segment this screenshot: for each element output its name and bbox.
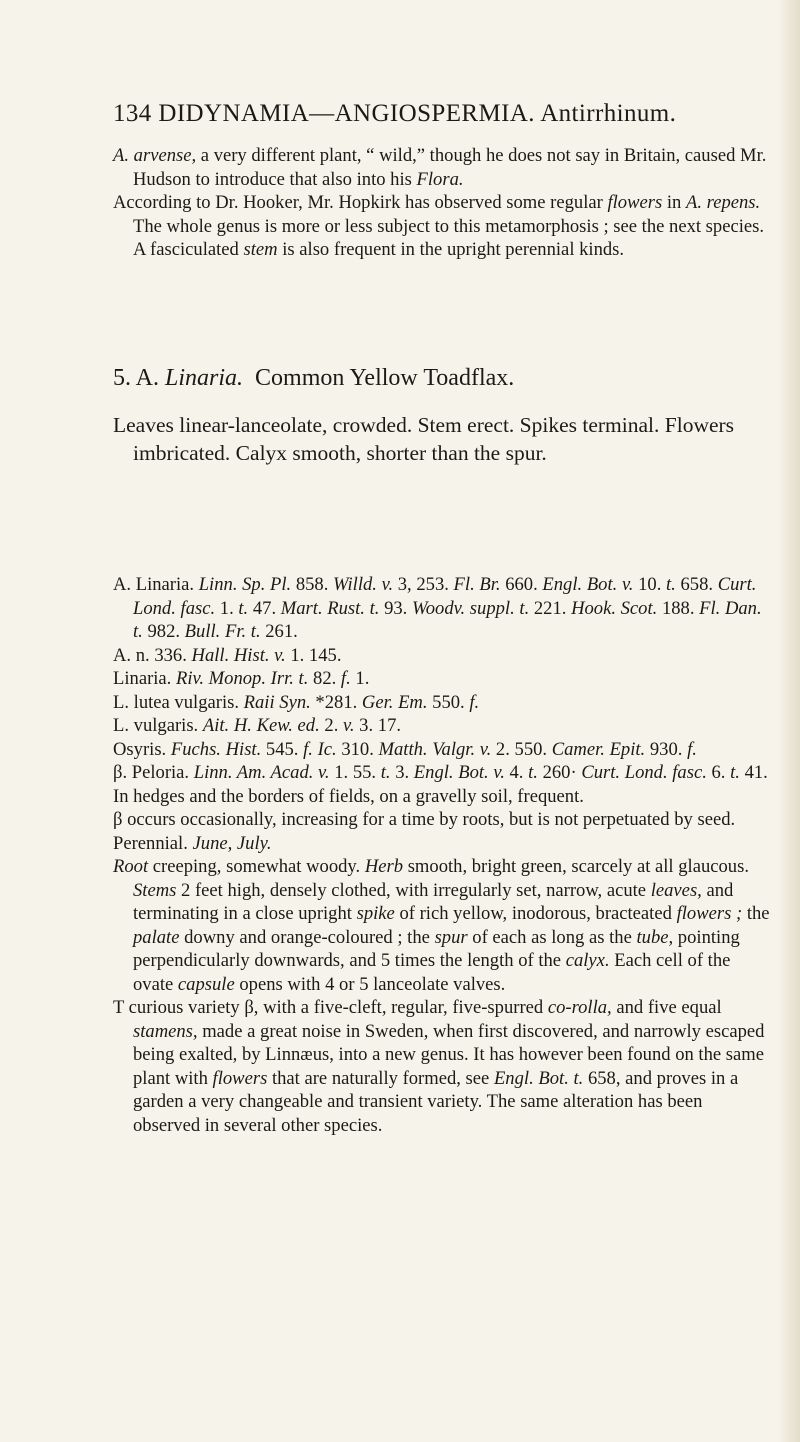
text: Osyris. (113, 738, 171, 760)
text: 47. (248, 597, 281, 619)
species-repens: A. repens. (686, 192, 761, 213)
synonym-entry (113, 761, 773, 785)
term: stem (243, 239, 278, 260)
ref: Riv. Monop. Irr. t. (175, 668, 309, 689)
text: 260· (537, 762, 582, 783)
text: 550. (427, 691, 470, 713)
ref: Hook. Scot. (571, 597, 658, 619)
ref: t. (528, 762, 538, 783)
text: β. Peloria. (113, 762, 194, 783)
text: 1. 55. (329, 762, 381, 783)
ref: Curt. Lond. fasc. (581, 762, 707, 783)
text: 41. (739, 762, 768, 783)
ref: f. (687, 738, 697, 760)
text: 93. (379, 597, 412, 619)
ref: Matth. Valgr. v. (378, 738, 492, 760)
text: 221. (529, 597, 572, 619)
page-number: 134 (113, 100, 152, 127)
term: flowers (607, 192, 663, 213)
term: Root (113, 856, 149, 877)
ref: f. (469, 691, 480, 713)
intro-text (113, 144, 773, 262)
text: A. Linaria. (113, 574, 195, 595)
text: that are naturally formed, see (267, 1067, 494, 1089)
text: 1. 145. (285, 644, 342, 666)
text: 982. (142, 621, 185, 642)
text: L. lutea vulgaris. (113, 691, 244, 713)
term: spike (356, 903, 395, 924)
ref: Ic. (317, 738, 337, 760)
ref: Linn. Sp. Pl. (198, 574, 292, 595)
duration-note (113, 832, 773, 856)
ref: f. (340, 668, 351, 689)
text: 10. (633, 574, 667, 595)
text: 188. (657, 597, 700, 619)
species-arvense: A. arvense, (113, 145, 197, 166)
text: smooth, bright green, scarcely at all glaucous. (403, 856, 749, 877)
text: 858. (291, 574, 334, 595)
text: 1. (215, 597, 239, 619)
synonym-entry (113, 738, 773, 762)
text: The whole genus is more or less subject to this metamorphosis ; see the next species. A fasciculated (133, 215, 765, 260)
term: flowers (212, 1067, 268, 1089)
ref: t. (730, 762, 740, 783)
term: calyx. (565, 950, 610, 971)
ref: Fl. Br. (453, 574, 501, 595)
text: 930. (645, 738, 688, 760)
text: Linaria. (113, 668, 176, 689)
text: 6. (706, 762, 731, 783)
class-order: DIDYNAMIA—ANGIOSPERMIA. (158, 100, 535, 127)
text: A. n. 336. (113, 644, 192, 666)
synonym-entry (113, 644, 773, 668)
text: 658. (675, 574, 718, 595)
ref: v. (343, 715, 355, 736)
text: 1. (350, 668, 370, 689)
ref: Fl. Dan. t. (133, 597, 762, 642)
text: L. vulgaris. (113, 715, 203, 736)
ref: Ger. Em. (361, 691, 428, 713)
text: 4. (504, 762, 529, 783)
flowering-time: June, July. (192, 832, 272, 854)
ref: Engl. Bot. v. (542, 574, 634, 595)
text: downy and orange-coloured ; the (179, 926, 435, 948)
text: Each cell of the ovate (133, 950, 731, 995)
ref: Curt. Lond. fasc. (133, 574, 757, 619)
term: Stems (133, 879, 177, 901)
text: made a great noise in Sweden, when first discovered, and narrowly escaped being exalted, by Linnæus, into a new genus. It has however been found on the same plant with (133, 1020, 765, 1089)
beta-note: β occurs occasionally, increasing for a time by roots, but is not perpetuated by seed. (113, 809, 736, 830)
text: 3, 253. (393, 574, 454, 595)
ref: Linn. Am. Acad. v. (193, 762, 330, 783)
page-edge-shadow (778, 0, 800, 1442)
synonym-entry (113, 573, 773, 644)
text: 3. (390, 762, 414, 783)
term: co-rolla, (547, 997, 612, 1018)
ref: f. (303, 738, 313, 760)
text: 2 feet high, densely clothed, with irregularly set, narrow, acute (176, 879, 651, 901)
term: capsule (177, 973, 235, 995)
text: 3. 17. (354, 715, 402, 736)
synonym-entry (113, 714, 773, 738)
species-heading (113, 365, 514, 392)
paragraph-hooker (113, 191, 773, 262)
text: in (662, 192, 686, 213)
text: of rich yellow, inodorous, bracteated (394, 903, 677, 924)
synonym-entry (113, 667, 773, 691)
species-diagnosis: Leaves linear-lanceolate, crowded. Stem erect. Spikes terminal. Flowers imbricated. Calyx smooth, shorter than the spur. (113, 413, 735, 465)
ref: t. (666, 574, 676, 595)
text: 2. (319, 715, 343, 736)
ref: t. (238, 597, 249, 619)
text: pointing perpendicularly downwards, and 5 times the length of the (133, 926, 740, 971)
text: T curious variety β, with a five-cleft, regular, five-spurred (113, 997, 548, 1018)
text: of each as long as the (467, 926, 637, 948)
text: Perennial. (113, 832, 193, 854)
ref: Woodv. suppl. t. (411, 597, 530, 619)
ref: Ait. H. Kew. ed. (202, 715, 320, 736)
text: According to Dr. Hooker, Mr. Hopkirk has observed some regular (113, 192, 608, 213)
text: is also frequent in the upright perennial kinds. (277, 239, 625, 260)
paragraph-arvense (113, 144, 773, 191)
text: a very different plant, “ wild,” though he does not say in Britain, caused Mr. Hudson to introduce that also into his (133, 145, 767, 190)
term: spur (434, 926, 468, 948)
species-number: 5. A. (113, 365, 160, 391)
term: tube, (636, 926, 674, 948)
text: *281. (310, 691, 362, 713)
genus-name: Antirrhinum. (540, 100, 677, 127)
variety-paragraph (113, 996, 773, 1137)
text: 2. 550. (491, 738, 552, 760)
ref: Hall. Hist. v. (191, 644, 286, 666)
ref: Engl. Bot. v. (413, 762, 505, 783)
ref: Raii Syn. (243, 691, 311, 713)
common-name: Common Yellow Toadflax. (255, 365, 515, 391)
synonym-entry (113, 691, 773, 715)
term: leaves, (650, 879, 702, 901)
synonymy (113, 573, 773, 1137)
running-header (113, 100, 773, 128)
species-name: Linaria. (165, 365, 244, 391)
ref: Fuchs. Hist. (170, 738, 262, 760)
description-paragraph (113, 855, 773, 996)
text: and five equal (611, 997, 722, 1018)
term: stamens, (133, 1020, 198, 1042)
ref: Mart. Rust. t. (280, 597, 380, 619)
term: palate (133, 926, 180, 948)
text: 545. (261, 738, 304, 760)
text: opens with 4 or 5 lanceolate valves. (234, 973, 506, 995)
text: 310. (336, 738, 379, 760)
term: Herb (364, 856, 404, 877)
ref: Engl. Bot. t. (493, 1067, 584, 1089)
text: the (742, 903, 770, 924)
flora-ref: Flora. (416, 168, 464, 190)
ref: Bull. Fr. t. (184, 621, 261, 642)
ref: Camer. Epit. (551, 738, 646, 760)
habitat-note: In hedges and the borders of fields, on a gravelly soil, frequent. (113, 785, 584, 807)
text: and terminating in a close upright (133, 879, 734, 924)
text: creeping, somewhat woody. (148, 856, 365, 877)
text: 82. (308, 668, 341, 689)
text: 660. (500, 574, 543, 595)
ref: Willd. v. (333, 574, 394, 595)
ref: t. (380, 762, 391, 783)
term: flowers ; (676, 903, 743, 924)
text: 658, and proves in a garden a very changeable and transient variety. The same alteration has been observed in several other species. (133, 1067, 739, 1136)
text: 261. (260, 621, 298, 642)
